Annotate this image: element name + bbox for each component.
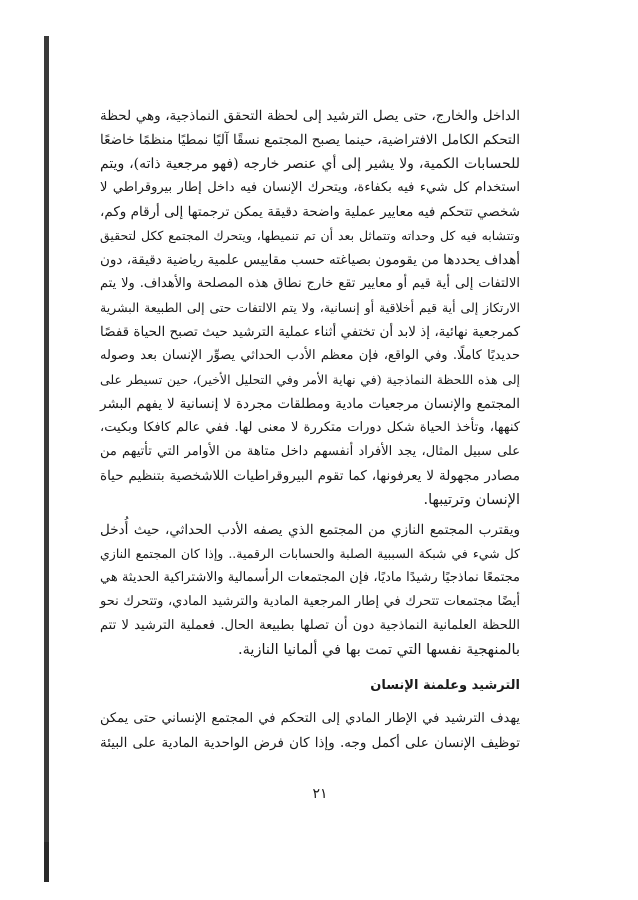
text-line: الإنسان وترتيبها. bbox=[423, 492, 520, 508]
text-line: استخدام كل شيء فيه بكفاءة، ويتحرك الإنسان فيه داخل إطار بيروقراطي لا bbox=[100, 180, 520, 195]
text-line: حديديًا كاملًا. وفي الواقع، فإن معظم الأدب الحداثي يصوِّر الإنسان بعد وصوله bbox=[100, 348, 520, 363]
text-line: كمرجعية نهائية، إذ لابد أن تختفي أثناء عملية الترشيد حيث تصبح الحياة قفصًا bbox=[100, 324, 520, 340]
text-line: للحسابات الكمية، ولا يشير إلى أي عنصر خارجه (فهو مرجعية ذاته)، ويتم bbox=[100, 156, 520, 172]
page-number: ٢١ bbox=[312, 786, 328, 802]
text-line: يهدف الترشيد في الإطار المادي إلى التحكم في المجتمع الإنساني حتى يمكن bbox=[100, 711, 520, 726]
text-line: أيضًا مجتمعات تتحرك في إطار المرجعية المادية والترشيد المادي، وتتحرك نحو bbox=[100, 594, 520, 609]
left-margin-rule-bottom bbox=[44, 842, 49, 882]
paragraph-1 bbox=[100, 104, 520, 512]
paragraph-3 bbox=[100, 707, 520, 755]
section-heading: الترشيد وعلمنة الإنسان bbox=[370, 678, 520, 693]
paragraph-2 bbox=[100, 518, 520, 662]
text-line: بالمنهجية نفسها التي تمت بها في ألمانيا النازية. bbox=[238, 642, 520, 658]
text-line: مجتمعًا نماذجيًا رشيدًا ماديًا، فإن المجتمعات الرأسمالية والاشتراكية الحديثة هي bbox=[100, 570, 520, 585]
text-line: توظيف الإنسان على أكمل وجه. وإذا كان فرض الواحدية المادية على البيئة bbox=[100, 735, 520, 751]
text-line: المجتمع والإنسان مرجعيات مادية ومطلقات مجردة لا إنسانية لا يفهم البشر bbox=[100, 396, 520, 412]
text-line: مصادر مجهولة لا يعرفونها، كما تقوم البيروقراطيات اللاشخصية بتنظيم حياة bbox=[100, 468, 520, 484]
text-line: الداخل والخارج، حتى يصل الترشيد إلى لحظة التحقق النماذجية، وهي لحظة bbox=[100, 108, 520, 124]
text-line: وتتشابه فيه كل وحداته وتتماثل بعد أن تم تنميطها، ويتحرك المجتمع ككل لتحقيق bbox=[100, 228, 520, 243]
text-line: إلى هذه اللحظة النماذجية (في نهاية الأمر وفي التحليل الأخير)، حين تسيطر على bbox=[100, 372, 520, 387]
text-line: الالتفات إلى أية قيم أو معايير تقع خارج نطاق هذه المصلحة والأهداف. ولا يتم bbox=[100, 276, 520, 291]
text-line: على سبيل المثال، يجد الأفراد أنفسهم داخل متاهة من الأوامر التي تأتيهم من bbox=[100, 444, 520, 459]
text-line: كنهها، وتأخذ الحياة شكل دورات متكررة لا معنى لها. ففي عالم كافكا وبكيت، bbox=[100, 420, 520, 435]
text-line: أهداف يحددها من يقومون بصياغته حسب مقاييس علمية رياضية دقيقة، دون bbox=[100, 252, 520, 268]
text-line: كل شيء في شبكة السببية الصلبة والحسابات الرقمية.. وإذا كان المجتمع النازي bbox=[100, 546, 520, 561]
text-line: التحكم الكامل الافتراضية، حينما يصبح المجتمع نسقًا آليًا نمطيًا منظمًا خاضعًا bbox=[100, 132, 520, 148]
page-body bbox=[100, 104, 520, 755]
text-line: الارتكاز إلى أية قيم أخلاقية أو إنسانية، ولا يتم الالتفات حتى إلى الطبيعة البشرية bbox=[100, 300, 520, 315]
text-line: ويقترب المجتمع النازي من المجتمع الذي يصفه الأدب الحداثي، حيث أُدخل bbox=[100, 522, 520, 538]
left-margin-rule bbox=[44, 36, 49, 874]
text-line: اللحظة العلمانية النماذجية دون أن تصلها بطبيعة الحال. فعملية الترشيد لا تتم bbox=[100, 618, 520, 633]
text-line: شخصي تتحكم فيه معايير عملية واضحة دقيقة يمكن ترجمتها إلى أرقام وكم، bbox=[100, 204, 520, 220]
